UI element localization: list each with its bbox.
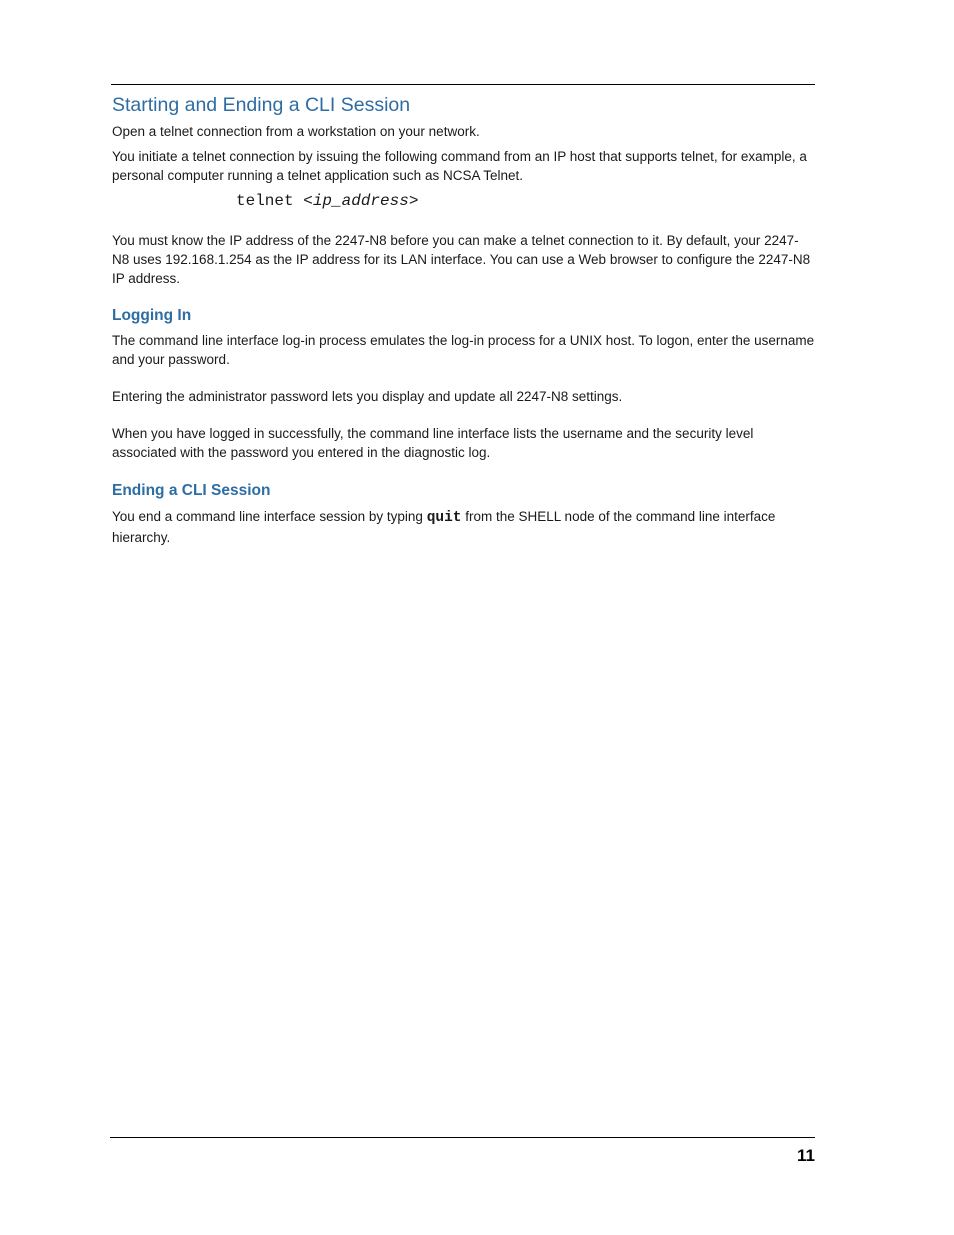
- telnet-paragraph: You initiate a telnet connection by issuing the following command from an IP host that supports telnet, for example, a personal computer running a telnet application such as NCSA Telnet.: [112, 149, 807, 183]
- command-suffix: >: [408, 192, 419, 210]
- ending-paragraph: [112, 507, 815, 547]
- ip-address-paragraph: You must know the IP address of the 2247-N8 before you can make a telnet connection to it. By default, your 2247-N8 uses 192.168.1.254 as the IP address for its LAN interface. You can use a Web browser to configure the 2247-N8 IP address.: [112, 233, 811, 286]
- logging-in-heading: Logging In: [112, 307, 192, 324]
- logging-in-paragraph-3: When you have logged in successfully, the command line interface lists the username and the security level associated with the password you entered in the diagnostic log.: [112, 426, 754, 460]
- ending-text-before: You end a command line interface session by typing: [112, 509, 427, 524]
- command-arg: ip_address: [312, 192, 409, 210]
- telnet-command: [236, 192, 418, 210]
- ending-text-after: from the SHELL node of the command line interface hierarchy.: [112, 509, 776, 545]
- logging-in-paragraph-2: Entering the administrator password lets you display and update all 2247-N8 settings.: [112, 389, 623, 404]
- quit-command: quit: [426, 510, 462, 526]
- command-prefix: telnet <: [236, 192, 313, 210]
- top-rule: [111, 84, 815, 85]
- bottom-rule: [110, 1137, 815, 1138]
- section-title: Starting and Ending a CLI Session: [112, 94, 411, 116]
- intro-paragraph: Open a telnet connection from a workstation on your network.: [112, 124, 480, 139]
- logging-in-paragraph-1: The command line interface log-in process emulates the log-in process for a UNIX host. To logon, enter the username and your password.: [112, 333, 815, 367]
- page-number: 11: [797, 1146, 815, 1165]
- ending-heading: Ending a CLI Session: [112, 482, 271, 499]
